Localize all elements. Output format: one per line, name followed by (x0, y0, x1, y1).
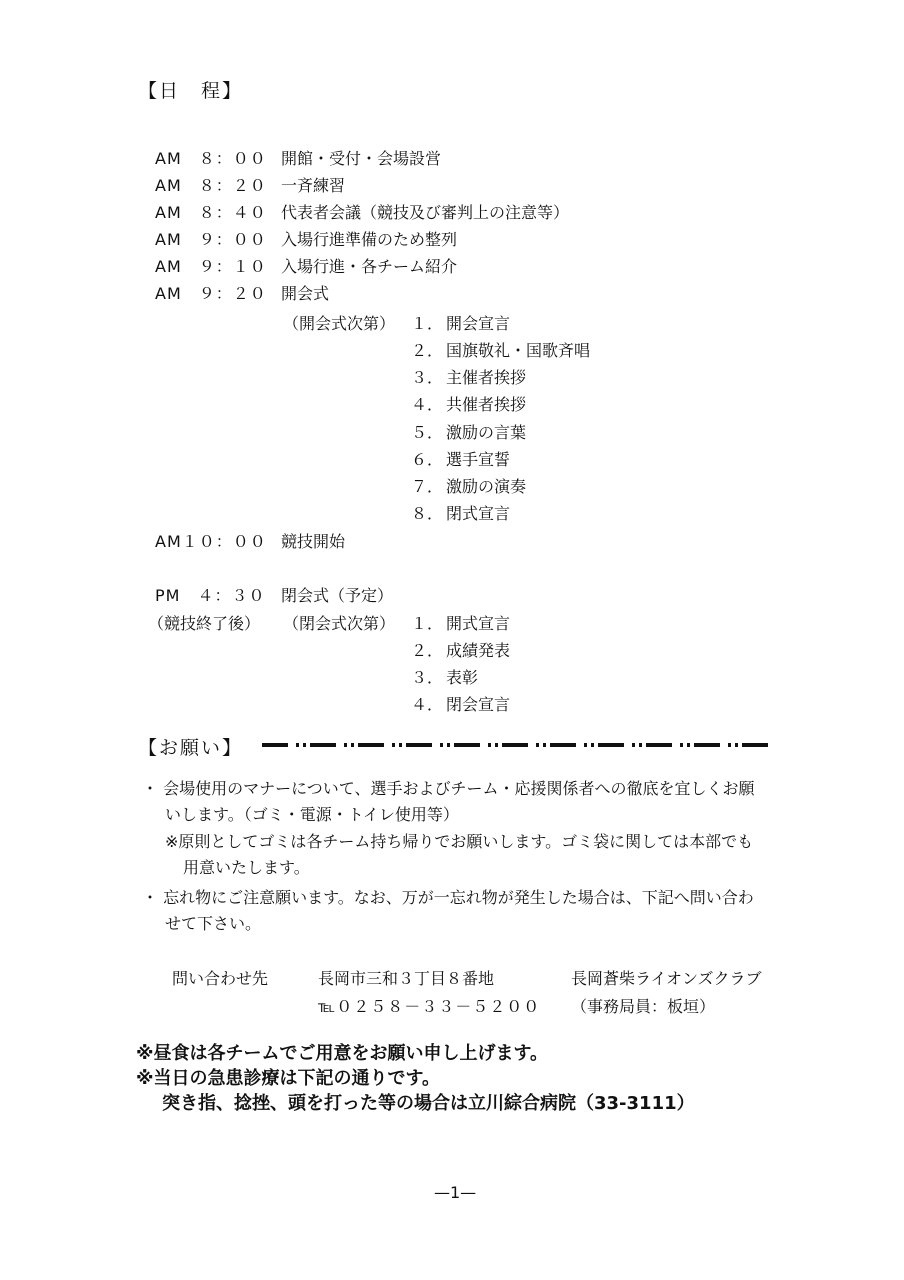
opening-item-number: １． (411, 314, 444, 333)
competition-start-event: 競技開始 (281, 532, 346, 551)
opening-item-number: ５． (411, 423, 444, 442)
lunch-notice: ※昼食は各チームでご用意をお願い申し上げます。 (136, 1043, 549, 1064)
hospital-notice: 突き指、捻挫、頭を打った等の場合は立川綜合病院（33-3111） (162, 1093, 695, 1114)
closing-item: 成績発表 (446, 641, 511, 660)
schedule-event: 開会式 (281, 284, 330, 303)
opening-item-number: ３． (411, 368, 444, 387)
opening-item: 激励の演奏 (446, 477, 527, 496)
schedule-event: 代表者会議（競技及び審判上の注意等） (281, 203, 570, 222)
schedule-time: AM ８：００ (155, 149, 267, 168)
closing-item-number: ３． (411, 668, 444, 687)
opening-item: 閉式宣言 (446, 504, 511, 523)
schedule-event: 入場行進・各チーム紹介 (281, 257, 458, 276)
request-note-line-2: 用意いたします。 (183, 858, 310, 877)
opening-item: 共催者挨拶 (446, 395, 527, 414)
competition-start-time: AM１０：００ (155, 532, 267, 551)
closing-time: PM ４：３０ (155, 586, 266, 605)
schedule-time: AM ８：２０ (155, 176, 267, 195)
schedule-event: 一斉練習 (281, 176, 346, 195)
opening-item: 選手宣誓 (446, 450, 511, 469)
closing-item-number: １． (411, 614, 444, 633)
opening-item-number: ６． (411, 450, 444, 469)
schedule-time: AM ９：００ (155, 230, 267, 249)
opening-item: 開会宣言 (446, 314, 511, 333)
schedule-time: AM ８：４０ (155, 203, 267, 222)
opening-item: 国旗敬礼・国歌斉唱 (446, 341, 591, 360)
schedule-time: AM ９：２０ (155, 284, 267, 303)
closing-item-number: ２． (411, 641, 444, 660)
closing-event: 閉会式（予定） (281, 586, 394, 605)
contact-label: 問い合わせ先 (172, 969, 269, 988)
contact-phone: ℡０２５８－３３－５２００ (318, 997, 541, 1016)
requests-heading: 【お願い】 (138, 737, 244, 759)
request-bullet-1-line-2: いします。（ゴミ・電源・トイレ使用等） (165, 805, 459, 824)
closing-item: 閉会宣言 (446, 695, 511, 714)
dashed-divider (262, 743, 770, 747)
opening-program-label: （開会式次第） (283, 314, 396, 333)
page-number: —1— (434, 1183, 477, 1202)
request-bullet-2-line-2: せて下さい。 (165, 914, 262, 933)
closing-note: （競技終了後） (148, 614, 261, 633)
opening-item: 激励の言葉 (446, 423, 527, 442)
opening-item-number: ７． (411, 477, 444, 496)
schedule-time: AM ９：１０ (155, 257, 267, 276)
closing-item: 開式宣言 (446, 614, 511, 633)
opening-item: 主催者挨拶 (446, 368, 527, 387)
opening-item-number: ２． (411, 341, 444, 360)
contact-address: 長岡市三和３丁目８番地 (318, 969, 495, 988)
opening-item-number: ８． (411, 504, 444, 523)
closing-item: 表彰 (446, 668, 479, 687)
request-note-line-1: ※原則としてゴミは各チーム持ち帰りでお願いします。ゴミ袋に関しては本部でも (165, 832, 754, 851)
schedule-event: 開館・受付・会場設営 (281, 149, 442, 168)
request-bullet-1-line-1: ・ 会場使用のマナーについて、選手およびチーム・応援関係者への徹底を宜しくお願 (142, 779, 755, 798)
contact-staff: （事務局員：板垣） (571, 997, 716, 1016)
schedule-heading: 【日 程】 (138, 80, 244, 102)
schedule-event: 入場行進準備のため整列 (281, 230, 458, 249)
closing-item-number: ４． (411, 695, 444, 714)
emergency-notice: ※当日の急患診療は下記の通りです。 (136, 1068, 441, 1089)
opening-item-number: ４． (411, 395, 444, 414)
closing-program-label: （閉会式次第） (283, 614, 396, 633)
contact-organization: 長岡蒼柴ライオンズクラブ (571, 969, 762, 988)
request-bullet-2-line-1: ・ 忘れ物にご注意願います。なお、万が一忘れ物が発生した場合は、下記へ問い合わ (142, 888, 754, 907)
